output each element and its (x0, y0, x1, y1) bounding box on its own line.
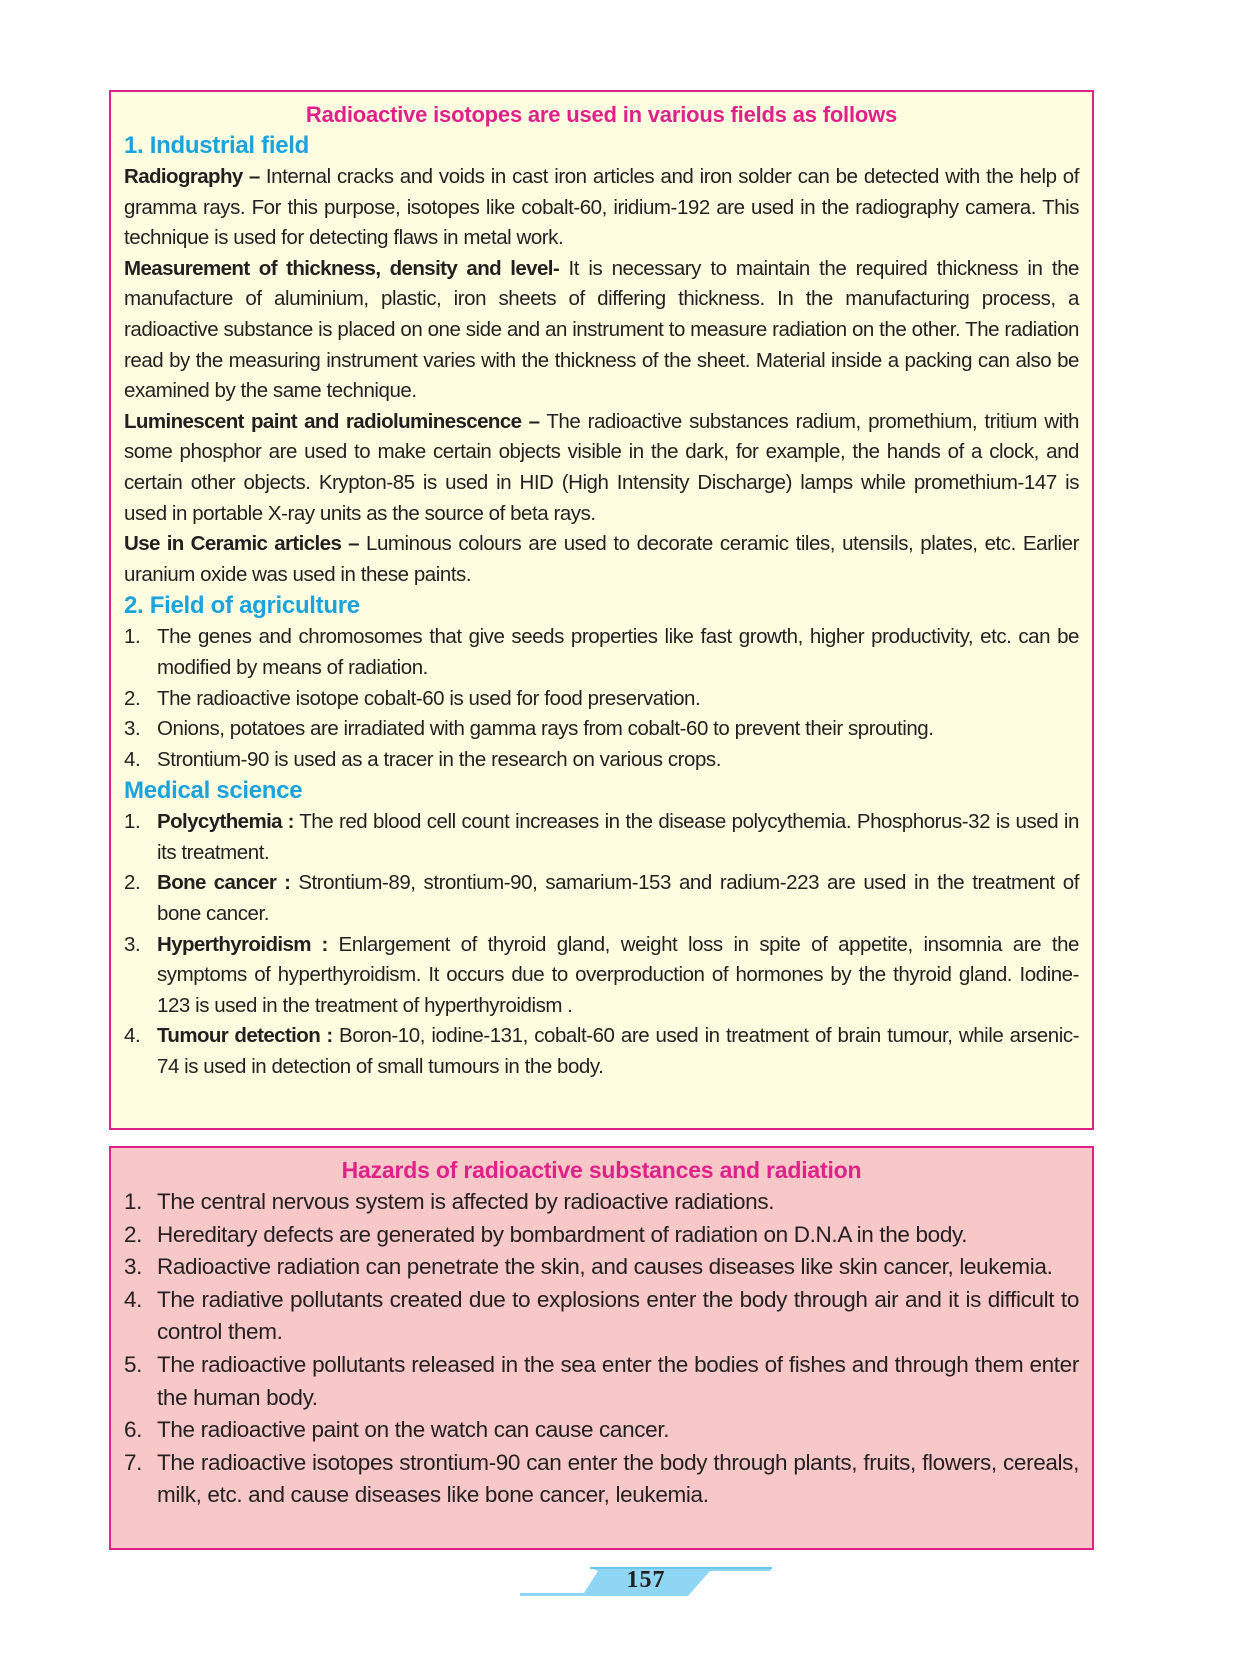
paragraph-term: Radiography – (124, 165, 260, 188)
industrial-paragraph (124, 162, 1079, 254)
item-number: 4. (124, 1286, 143, 1312)
item-text: The radioactive isotopes strontium-90 can enter the body through plants, fruits, flowers, cereals, milk, etc. and cause diseases like bone cancer, leukemia. (157, 1449, 1079, 1508)
item-number: 1. (124, 625, 141, 649)
item-term: Polycythemia : (157, 810, 294, 834)
item-text: The genes and chromosomes that give seeds properties like fast growth, higher productivity, etc. can be modified by means of radiation. (157, 625, 1079, 679)
item-text: Strontium-90 is used as a tracer in the research on various crops. (157, 747, 721, 771)
paragraph-text: Luminous colours are used to decorate ceramic tiles, utensils, plates, etc. Earlier uranium oxide was used in these paints. (124, 532, 1079, 586)
paragraph-term: Luminescent paint and radioluminescence – (124, 409, 540, 433)
uses-box-title: Radioactive isotopes are used in various fields as follows (305, 102, 898, 127)
list-item (124, 1186, 1079, 1219)
page-footer (520, 1562, 772, 1598)
industrial-paragraph (124, 407, 1079, 529)
medical-heading: Medical science (124, 777, 303, 805)
list-item (124, 807, 1079, 868)
agriculture-heading: 2. Field of agriculture (124, 592, 360, 620)
paragraph-term: Use in Ceramic articles – (124, 532, 359, 556)
item-number: 5. (124, 1351, 143, 1377)
hazards-list (124, 1186, 1079, 1512)
list-item (124, 622, 1079, 683)
list-item (124, 1349, 1079, 1414)
item-term: Bone cancer : (157, 871, 291, 895)
list-item (124, 1251, 1079, 1284)
paragraph-term: Measurement of thickness, density and level- (124, 256, 560, 280)
item-text: Boron-10, iodine-131, cobalt-60 are used in treatment of brain tumour, while arsenic-74 is used in detection of small tumours in the body. (157, 1024, 1079, 1079)
list-item (124, 930, 1079, 1022)
item-number: 2. (124, 686, 141, 710)
item-text: The radioactive paint on the watch can cause cancer. (157, 1417, 670, 1443)
list-item (124, 1414, 1079, 1447)
item-number: 3. (124, 717, 141, 741)
item-number: 1. (124, 810, 141, 834)
list-item (124, 1021, 1079, 1082)
paragraph-text: It is necessary to maintain the required thickness in the manufacture of aluminium, plastic, iron sheets of differing thickness. In the manufacturing process, a radioactive substance is placed on one side and an instrument to measure radiation on the other. The radiation read by the measuring instrument varies with the thickness of the sheet. Material inside a packing can also be examined by the same technique. (124, 256, 1080, 403)
list-item (124, 1284, 1079, 1349)
list-item (124, 868, 1079, 929)
item-text: Onions, potatoes are irradiated with gamma rays from cobalt-60 to prevent their sprouting. (157, 717, 934, 741)
industrial-heading: 1. Industrial field (124, 132, 309, 159)
list-item (124, 745, 1079, 776)
item-number: 4. (124, 747, 141, 771)
medical-list (124, 807, 1079, 1082)
item-text: The central nervous system is affected by radioactive radiations. (157, 1189, 775, 1214)
item-number: 6. (124, 1417, 143, 1443)
uses-box (109, 90, 1094, 1130)
item-text: Radioactive radiation can penetrate the skin, and causes diseases like skin cancer, leukemia. (157, 1254, 1053, 1280)
paragraph-text: The radioactive substances radium, promethium, tritium with some phosphor are used to make certain objects visible in the dark, for example, the hands of a clock, and certain other objects. Krypton-85 is used in HID (High Intensity Discharge) lamps while promethium-147 is used in portable X-ray units as the source of beta rays. (124, 409, 1079, 525)
item-number: 2. (124, 871, 141, 895)
hazards-box (109, 1146, 1094, 1550)
industrial-paragraph (124, 254, 1079, 407)
list-item (124, 1447, 1079, 1512)
list-item (124, 1219, 1079, 1252)
item-number: 3. (124, 1254, 143, 1280)
agriculture-list (124, 622, 1079, 775)
item-text: Hereditary defects are generated by bombardment of radiation on D.N.A in the body. (157, 1221, 968, 1247)
item-text: The radioactive isotope cobalt-60 is used for food preservation. (157, 686, 701, 710)
item-number: 3. (124, 932, 141, 956)
item-number: 1. (124, 1189, 143, 1214)
item-text: Strontium-89, strontium-90, samarium-153 and radium-223 are used in the treatment of bone cancer. (157, 871, 1079, 926)
item-text: Enlargement of thyroid gland, weight loss in spite of appetite, insomnia are the symptoms of hyperthyroidism. It occurs due to overproduction of hormones by the thyroid gland. Iodine-123 is used in the treatment of hyperthyroidism . (157, 932, 1079, 1017)
list-item (124, 714, 1079, 745)
paragraph-text: Internal cracks and voids in cast iron articles and iron solder can be detected with the help of gramma rays. For this purpose, isotopes like cobalt-60, iridium-192 are used in the radiography camera. This technique is used for detecting flaws in metal work. (124, 165, 1079, 250)
list-item (124, 684, 1079, 715)
item-text: The red blood cell count increases in the disease polycythemia. Phosphorus-32 is used in its treatment. (157, 810, 1079, 864)
item-term: Tumour detection : (157, 1024, 333, 1048)
item-text: The radiative pollutants created due to explosions enter the body through air and it is difficult to control them. (157, 1286, 1079, 1345)
hazards-box-title: Hazards of radioactive substances and radiation (341, 1157, 862, 1183)
item-number: 4. (124, 1024, 141, 1048)
item-number: 2. (124, 1221, 143, 1247)
item-term: Hyperthyroidism : (157, 932, 328, 956)
item-text: The radioactive pollutants released in the sea enter the bodies of fishes and through them enter the human body. (157, 1351, 1079, 1410)
item-number: 7. (124, 1449, 143, 1475)
page-number: 157 (626, 1567, 666, 1593)
industrial-paragraph (124, 529, 1079, 590)
